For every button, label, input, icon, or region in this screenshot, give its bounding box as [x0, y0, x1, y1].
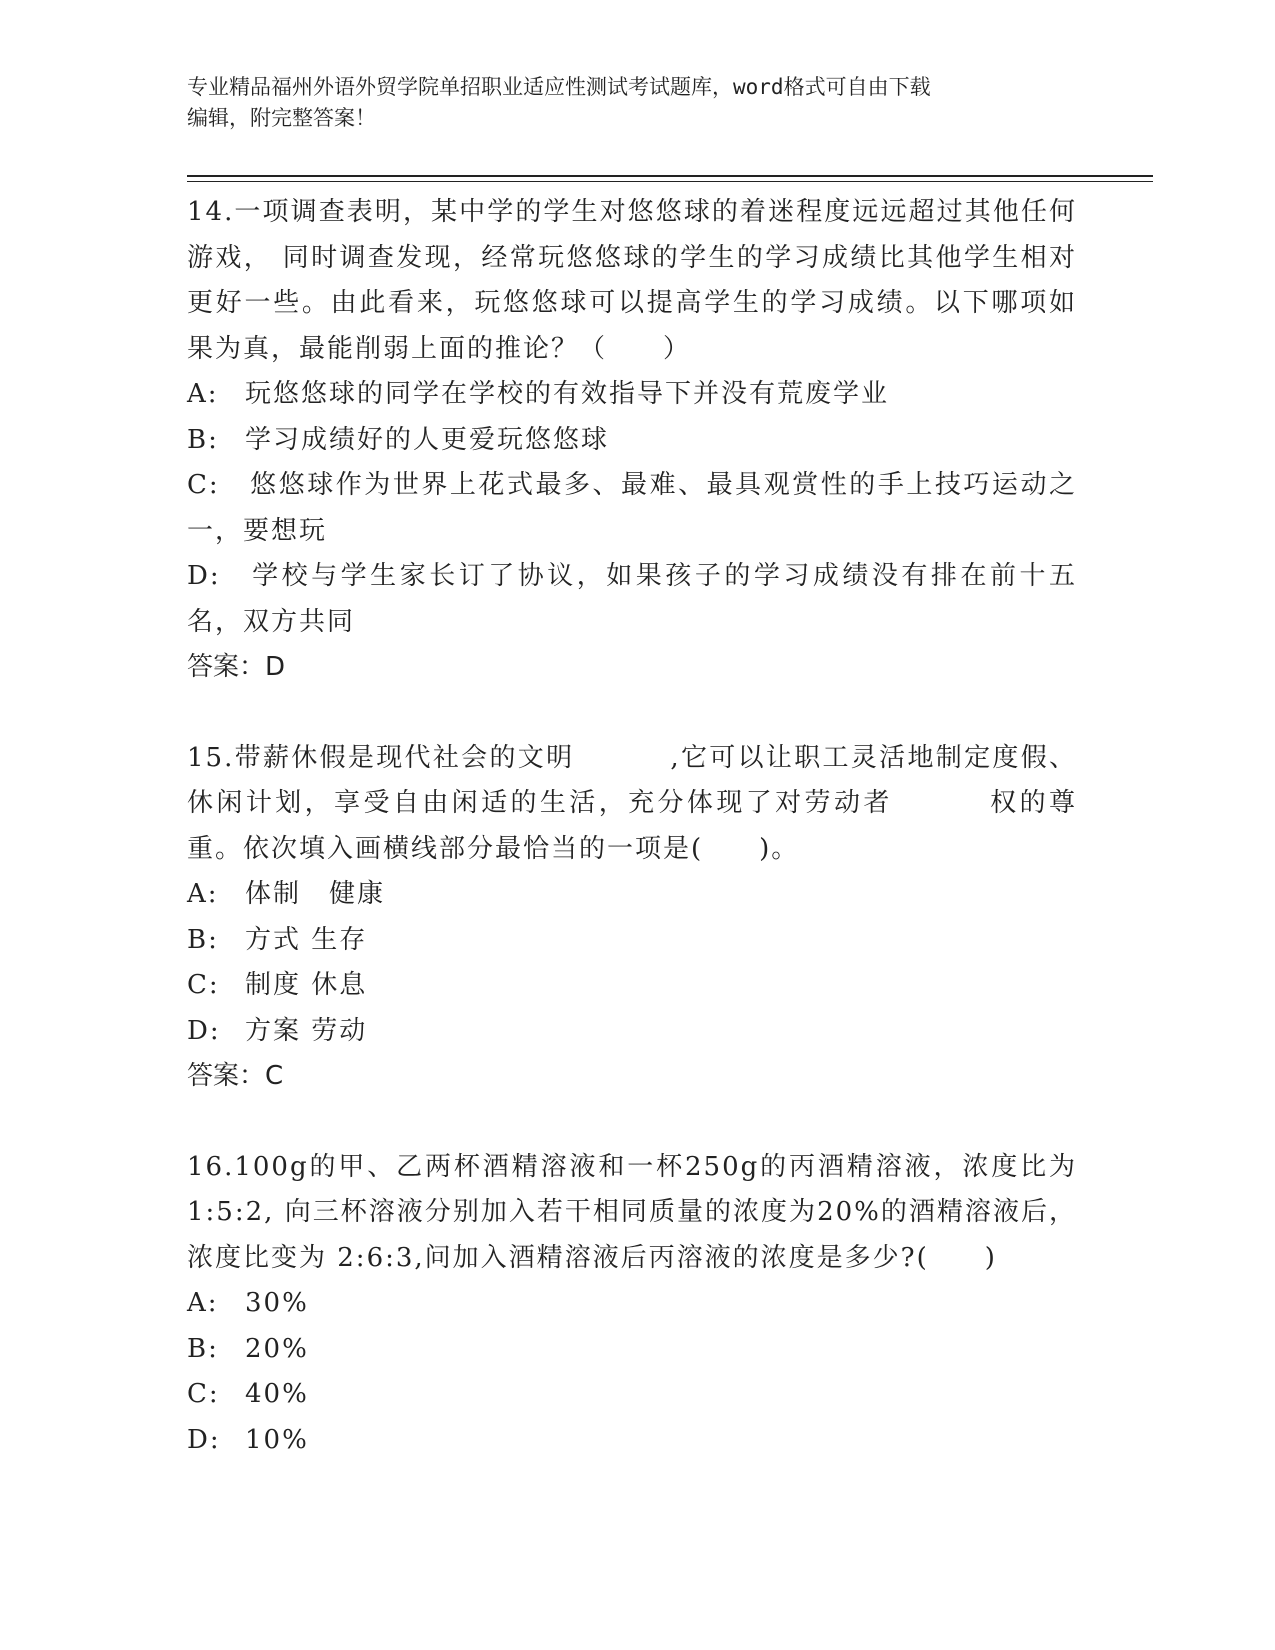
stem-part-2: ,它可以让职工灵活地制定度假、休闲计划，享受自由闲适的生活，充分体现了对劳动者: [187, 742, 1077, 818]
answer-label: 答案：C: [187, 1061, 284, 1091]
option-d: [187, 1418, 1077, 1464]
option-text: 方案 劳动: [245, 1015, 368, 1046]
option-letter: A:: [187, 1288, 219, 1318]
header-line-1: 专业精品福州外语外贸学院单招职业适应性测试考试题库，word格式可自由下载: [187, 75, 931, 99]
question-stem: 14.一项调查表明，某中学的学生对悠悠球的着迷程度远远超过其他任何游戏， 同时调查发现，经常玩悠悠球的学生的学习成绩比其他学生相对更好一些。由此看来，玩悠悠球可以提高学生的学习成绩。以下哪项如果为真，最能削弱上面的推论？（ ）: [187, 197, 1077, 364]
option-a: [187, 1281, 1077, 1327]
option-c: [187, 463, 1077, 554]
option-text: 学校与学生家长订了协议，如果孩子的学习成绩没有排在前十五名，双方共同: [187, 561, 1077, 637]
answer-label: 答案：D: [187, 652, 286, 682]
option-text: 10%: [245, 1424, 309, 1455]
option-letter: D:: [187, 561, 221, 591]
question-stem: 16.100g的甲、乙两杯酒精溶液和一杯250g的丙酒精溶液，浓度比为1:5:2, 向三杯溶液分别加入若干相同质量的浓度为20%的酒精溶液后，浓度比变为 2:6:3,问加入酒精溶液后丙溶液的浓度是多少?( ): [187, 1151, 1077, 1273]
option-c: [187, 963, 1077, 1009]
option-letter: D:: [187, 1424, 221, 1455]
option-text: 学习成绩好的人更爱玩悠悠球: [245, 424, 610, 455]
option-text: 玩悠悠球的同学在学校的有效指导下并没有荒废学业: [245, 379, 890, 409]
stem-part-3: 权的尊重。依次填入画横线部分最恰当的一项是( )。: [187, 788, 1077, 864]
option-text: 悠悠球作为世界上花式最多、最难、最具观赏性的手上技巧运动之一，要想玩: [187, 470, 1077, 546]
option-letter: D:: [187, 1015, 221, 1046]
option-a: [187, 372, 1077, 418]
option-b: [187, 918, 1077, 964]
option-letter: A:: [187, 879, 219, 909]
option-a: [187, 872, 1077, 918]
header-rule-thin: [187, 181, 1153, 182]
option-c: [187, 1372, 1077, 1418]
option-letter: A:: [187, 379, 219, 409]
question-15: [187, 736, 1077, 1100]
header-rule-thick: [187, 175, 1153, 177]
stem-part-1: 15.带薪休假是现代社会的文明: [187, 742, 575, 773]
option-text: 30%: [245, 1288, 309, 1318]
question-14: [187, 190, 1077, 691]
page-header: [187, 72, 1077, 134]
option-letter: B:: [187, 924, 219, 955]
option-d: [187, 1009, 1077, 1055]
option-text: 40%: [245, 1379, 309, 1409]
option-letter: B:: [187, 1333, 219, 1364]
option-letter: C:: [187, 970, 220, 1000]
question-stem: [187, 736, 1077, 873]
option-letter: B:: [187, 424, 219, 455]
option-letter: C:: [187, 470, 220, 500]
option-b: [187, 418, 1077, 464]
option-b: [187, 1327, 1077, 1373]
option-text: 制度 休息: [245, 970, 368, 1000]
option-letter: C:: [187, 1379, 220, 1409]
header-line-2: 编辑，附完整答案！: [187, 106, 376, 130]
option-d: [187, 554, 1077, 645]
option-text: 20%: [245, 1333, 309, 1364]
option-text: 方式 生存: [245, 924, 368, 955]
question-16: [187, 1145, 1077, 1464]
question-list: [187, 190, 1077, 1463]
option-text: 体制 健康: [245, 879, 386, 909]
